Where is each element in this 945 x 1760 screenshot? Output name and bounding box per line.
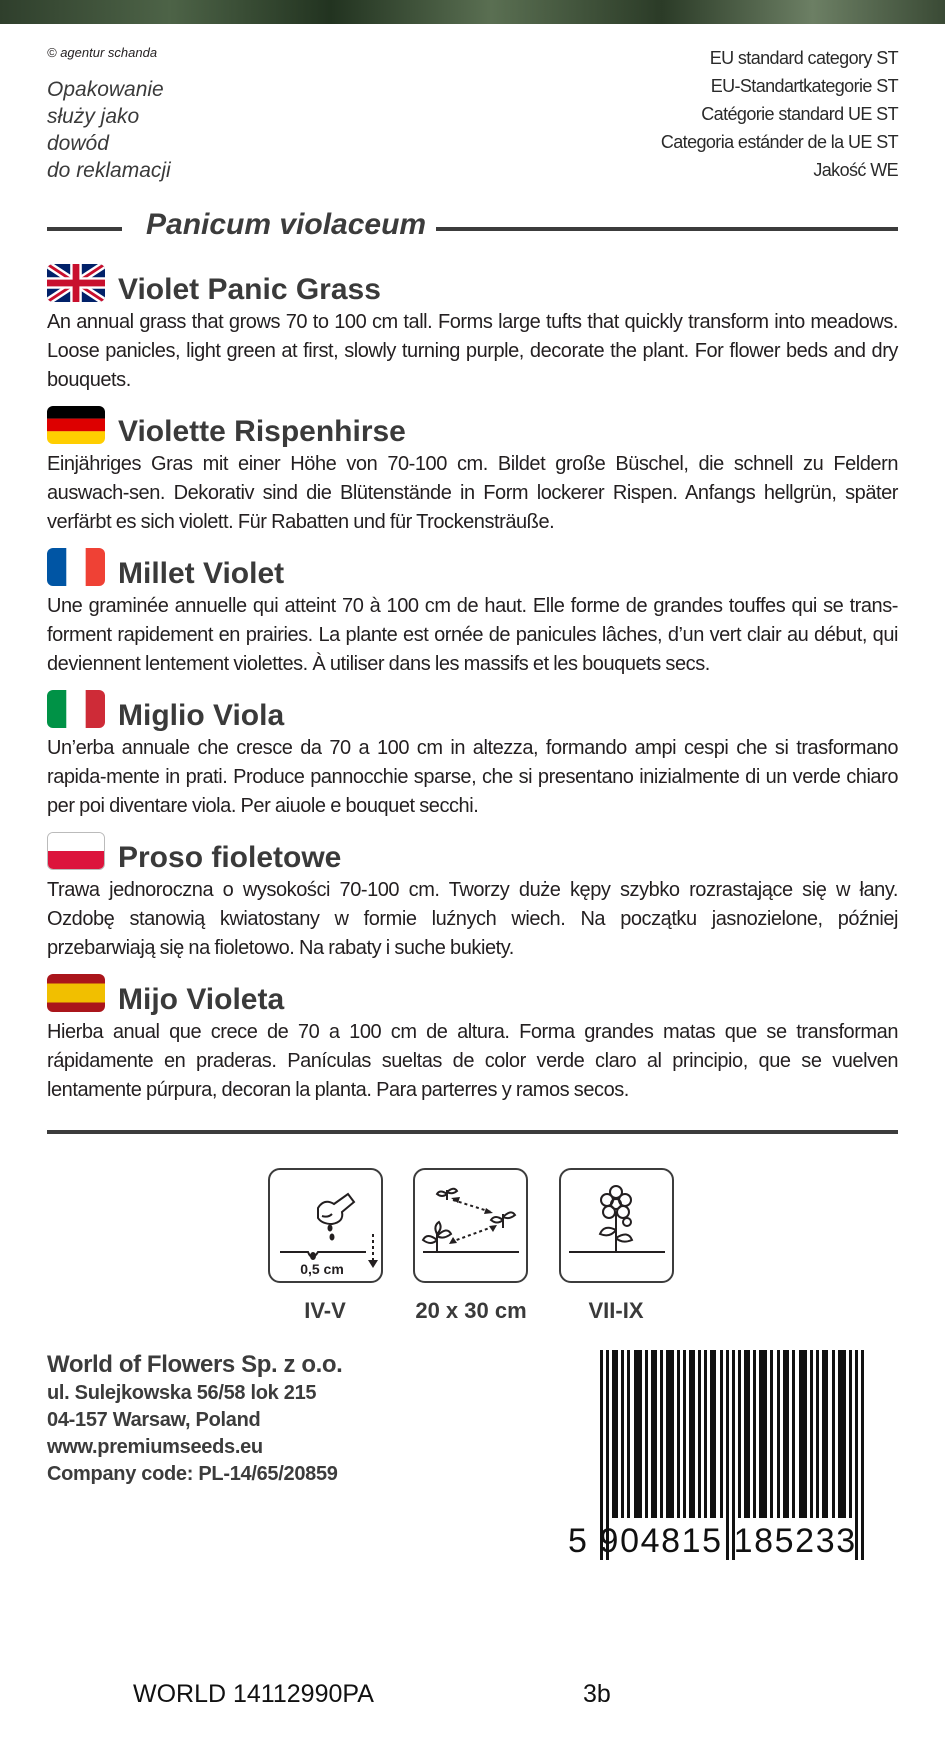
- lang-description: Hierba anual que crece de 70 a 100 cm de altura. Forma grandes matas que se transforman rápidamente en praderas. Panículas sueltas de color verde claro al principio, que se vuelven lentamente púrpura, decoran la planta. Para parterres y ramos secos.: [47, 1021, 898, 1101]
- lang-description: An annual grass that grows 70 to 100 cm tall. Forms large tufts that quickly transform into meadows. Loose panicles, light green at first, slowly turning purple, decorate the plant. For flower beds and dry bouquets.: [47, 311, 898, 391]
- company-info: [47, 1350, 342, 1488]
- plant-spacing-icon: [413, 1168, 528, 1283]
- lang-heading: [47, 832, 898, 876]
- lang-title: Violette Rispenhirse: [118, 415, 406, 448]
- lang-heading: [47, 548, 898, 592]
- complaint-note-line: służy jako: [47, 105, 140, 128]
- lang-description: Trawa jednoroczna o wysokości 70-100 cm. Tworzy duże kępy szybko rozrastające się w łany. Ozdobę stanowią kwiatostany w formie luźnych wiech. Na początku jasnozielone, później przebarwiają się na fioletowo. Na rabaty i suche bukiety.: [47, 879, 898, 959]
- complaint-note: [47, 76, 171, 184]
- lang-section-pl: [47, 832, 898, 963]
- eu-standard-line: Jakość WE: [813, 160, 898, 180]
- lang-heading: [47, 974, 898, 1018]
- lang-title: Miglio Viola: [118, 699, 285, 732]
- lang-title: Violet Panic Grass: [118, 273, 381, 306]
- lang-title: Proso fioletowe: [118, 841, 342, 874]
- sowing-depth-icon: [268, 1168, 383, 1283]
- italian-flag-icon: [47, 690, 105, 728]
- print-side: 3b: [583, 1680, 611, 1708]
- sowing-depth-label: 0,5 cm: [300, 1261, 344, 1277]
- lang-description: Un’erba annuale che cresce da 70 a 100 cm in altezza, formando ampi cespi che si trasformano rapida-mente in prati. Produce pannocchie sparse, che si presentano inizialmente di un verde chiaro per poi diventare viola. Per aiuole e bouquet secchi.: [47, 737, 898, 817]
- complaint-note-line: Opakowanie: [47, 78, 164, 101]
- lang-section-es: [47, 974, 898, 1105]
- section-divider: [47, 1130, 898, 1134]
- plant-spacing-graphic: [415, 1170, 526, 1281]
- copyright-label: © agentur schanda: [47, 45, 158, 60]
- company-website: www.premiumseeds.eu: [47, 1436, 263, 1458]
- divider-left: [47, 227, 122, 231]
- lang-section-fr: [47, 548, 898, 679]
- eu-standard-line: EU standard category ST: [709, 48, 898, 68]
- flowering-plant-icon: [559, 1168, 674, 1283]
- lang-heading: [47, 406, 898, 450]
- latin-name-row: [47, 205, 898, 251]
- barcode-number: 5 904815 185233: [568, 1522, 857, 1560]
- company-address-line: ul. Sulejkowska 56/58 lok 215: [47, 1382, 317, 1404]
- lang-section-it: [47, 690, 898, 821]
- top-photo-strip: [0, 0, 945, 24]
- lang-heading: [47, 264, 898, 308]
- german-flag-icon: [47, 406, 105, 444]
- lang-section-de: [47, 406, 898, 537]
- eu-standard-line: Categoria estánder de la UE ST: [660, 132, 898, 152]
- complaint-note-line: dowód: [47, 132, 109, 155]
- polish-flag-icon: [47, 832, 105, 870]
- flowering-plant-graphic: [561, 1170, 672, 1281]
- lang-title: Mijo Violeta: [118, 983, 285, 1016]
- company-address-line: 04-157 Warsaw, Poland: [47, 1409, 261, 1431]
- sowing-time-caption: IV-V: [304, 1298, 346, 1323]
- company-code: Company code: PL-14/65/20859: [47, 1463, 338, 1485]
- lang-section-en: [47, 264, 898, 395]
- eu-standard-line: EU-Standartkategorie ST: [710, 76, 898, 96]
- complaint-note-line: do reklamacji: [47, 159, 171, 182]
- spacing-caption: 20 x 30 cm: [415, 1298, 527, 1323]
- lang-title: Millet Violet: [118, 557, 285, 590]
- spanish-flag-icon: [47, 974, 105, 1012]
- flowering-time-caption: VII-IX: [588, 1298, 644, 1323]
- french-flag-icon: [47, 548, 105, 586]
- uk-flag-icon: [47, 264, 105, 302]
- eu-standard-line: Catégorie standard UE ST: [701, 104, 898, 124]
- lang-description: Une graminée annuelle qui atteint 70 à 100 cm de haut. Elle forme de grandes touffes qui se trans-forment rapidement en prairies. La plante est ornée de panicules lâches, d’un vert clair au début, qui deviennent lentement violettes. À utiliser dans les massifs et les bouquets secs.: [47, 595, 898, 675]
- latin-name: Panicum violaceum: [136, 208, 436, 242]
- eu-standard-block: [661, 44, 898, 184]
- lang-description: Einjähriges Gras mit einer Höhe von 70-100 cm. Bildet große Büschel, die schnell zu Feldern auswach-sen. Dekorativ sind die Blütenstände in Form lockerer Rispen. Anfangs hellgrün, später verfärbt es sich violett. Für Rabatten und für Trockensträuße.: [47, 453, 898, 533]
- lang-heading: [47, 690, 898, 734]
- sowing-depth-graphic: [270, 1170, 381, 1281]
- print-code: WORLD 14112990PA: [133, 1680, 374, 1708]
- divider-right: [430, 227, 898, 231]
- company-name: World of Flowers Sp. z o.o.: [47, 1351, 343, 1378]
